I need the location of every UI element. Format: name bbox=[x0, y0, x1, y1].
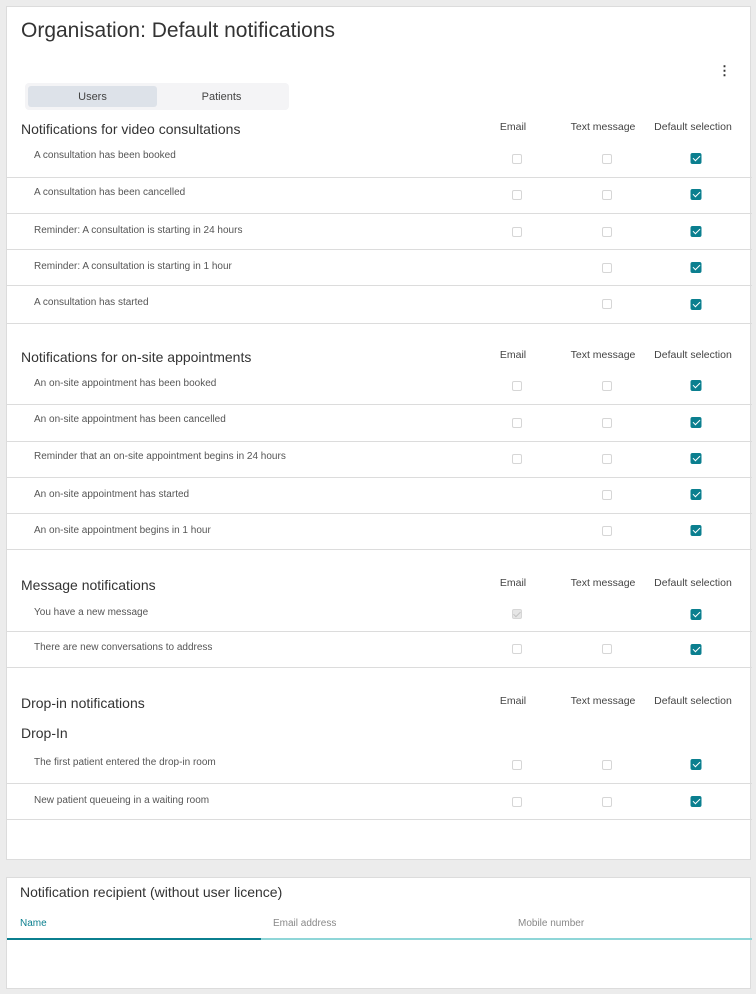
default-selection-checkbox[interactable] bbox=[691, 299, 702, 310]
column-header-email: Email bbox=[499, 349, 527, 361]
section-title: Notifications for video consultations bbox=[21, 121, 241, 137]
notification-row bbox=[7, 250, 752, 286]
column-header-default-selection: Default selection bbox=[654, 121, 732, 133]
text-message-checkbox[interactable] bbox=[602, 299, 612, 309]
column-header-email: Email bbox=[499, 121, 527, 133]
default-selection-checkbox[interactable] bbox=[691, 380, 702, 391]
text-message-checkbox[interactable] bbox=[602, 760, 612, 770]
default-selection-checkbox[interactable] bbox=[691, 644, 702, 655]
email-checkbox[interactable] bbox=[512, 227, 522, 237]
tab-mobile-number[interactable]: Mobile number bbox=[518, 918, 585, 929]
text-message-checkbox[interactable] bbox=[602, 526, 612, 536]
email-checkbox[interactable] bbox=[512, 154, 522, 164]
column-header-email: Email bbox=[499, 577, 527, 589]
text-message-checkbox[interactable] bbox=[602, 797, 612, 807]
notification-row bbox=[7, 405, 752, 442]
email-checkbox[interactable] bbox=[512, 644, 522, 654]
default-selection-checkbox[interactable] bbox=[691, 525, 702, 536]
section-title: Notifications for on-site appointments bbox=[21, 349, 252, 365]
notification-row bbox=[7, 478, 752, 514]
column-header-default-selection: Default selection bbox=[654, 695, 732, 707]
column-header-text-message: Text message bbox=[570, 695, 636, 707]
default-selection-checkbox[interactable] bbox=[691, 189, 702, 200]
notification-label: An on-site appointment begins in 1 hour bbox=[34, 525, 211, 536]
audience-segmented-control bbox=[25, 83, 289, 110]
notification-row bbox=[7, 369, 752, 405]
notification-label: An on-site appointment has started bbox=[34, 489, 190, 500]
section-header-video bbox=[7, 121, 752, 141]
notification-label: The first patient entered the drop-in room bbox=[34, 757, 216, 768]
column-header-email: Email bbox=[499, 695, 527, 707]
text-message-checkbox[interactable] bbox=[602, 644, 612, 654]
text-message-checkbox[interactable] bbox=[602, 418, 612, 428]
notification-label: New patient queueing in a waiting room bbox=[34, 795, 210, 806]
email-checkbox[interactable] bbox=[512, 454, 522, 464]
notification-row bbox=[7, 784, 752, 820]
notification-row bbox=[7, 597, 752, 632]
text-message-checkbox[interactable] bbox=[602, 154, 612, 164]
segment-users[interactable]: Users bbox=[28, 86, 157, 107]
default-selection-checkbox[interactable] bbox=[691, 226, 702, 237]
email-checkbox[interactable] bbox=[512, 797, 522, 807]
notification-row bbox=[7, 214, 752, 250]
tab-name[interactable]: Name bbox=[20, 918, 47, 929]
section-header-message bbox=[7, 577, 752, 597]
recipient-table-header bbox=[7, 916, 752, 940]
active-tab-indicator bbox=[7, 938, 261, 940]
email-checkbox[interactable] bbox=[512, 381, 522, 391]
column-header-text-message: Text message bbox=[570, 349, 636, 361]
column-header-text-message: Text message bbox=[570, 121, 636, 133]
notification-label: Reminder: A consultation is starting in 24 hours bbox=[34, 225, 243, 236]
page-title: Organisation: Default notifications bbox=[21, 19, 336, 42]
notification-row bbox=[7, 442, 752, 478]
email-checkbox[interactable] bbox=[512, 190, 522, 200]
section-header-onsite bbox=[7, 349, 752, 369]
text-message-checkbox[interactable] bbox=[602, 381, 612, 391]
default-notifications-card bbox=[6, 6, 751, 860]
notification-row bbox=[7, 286, 752, 324]
notification-row bbox=[7, 178, 752, 214]
column-header-default-selection: Default selection bbox=[654, 349, 732, 361]
default-selection-checkbox[interactable] bbox=[691, 262, 702, 273]
tab-email-address[interactable]: Email address bbox=[273, 918, 337, 929]
more-vertical-icon[interactable]: ⋮ bbox=[718, 63, 731, 78]
notification-label: An on-site appointment has been cancelled bbox=[34, 414, 226, 425]
default-selection-checkbox[interactable] bbox=[691, 609, 702, 620]
default-selection-checkbox[interactable] bbox=[691, 489, 702, 500]
notification-label: A consultation has been booked bbox=[34, 150, 176, 161]
notification-label: A consultation has been cancelled bbox=[34, 187, 186, 198]
notification-recipient-card bbox=[6, 877, 751, 989]
notification-label: An on-site appointment has been booked bbox=[34, 378, 217, 389]
segment-patients[interactable]: Patients bbox=[201, 90, 242, 103]
notification-label: You have a new message bbox=[34, 607, 149, 618]
column-header-text-message: Text message bbox=[570, 577, 636, 589]
notification-label: A consultation has started bbox=[34, 297, 149, 308]
text-message-checkbox[interactable] bbox=[602, 263, 612, 273]
notification-row bbox=[7, 514, 752, 550]
notification-label: Reminder: A consultation is starting in 1 hour bbox=[34, 261, 232, 272]
notification-row bbox=[7, 141, 752, 178]
default-selection-checkbox[interactable] bbox=[691, 153, 702, 164]
email-checkbox[interactable] bbox=[512, 760, 522, 770]
email-checkbox bbox=[512, 609, 522, 619]
section-header-dropin bbox=[7, 695, 752, 715]
text-message-checkbox[interactable] bbox=[602, 454, 612, 464]
section-title: Message notifications bbox=[21, 577, 156, 593]
text-message-checkbox[interactable] bbox=[602, 490, 612, 500]
section-subtitle: Drop-In bbox=[21, 725, 68, 741]
section-title: Drop-in notifications bbox=[21, 695, 145, 711]
notification-label: Reminder that an on-site appointment begins in 24 hours bbox=[34, 451, 286, 462]
default-selection-checkbox[interactable] bbox=[691, 759, 702, 770]
notification-row bbox=[7, 747, 752, 784]
default-selection-checkbox[interactable] bbox=[691, 453, 702, 464]
default-selection-checkbox[interactable] bbox=[691, 417, 702, 428]
text-message-checkbox[interactable] bbox=[602, 227, 612, 237]
email-checkbox[interactable] bbox=[512, 418, 522, 428]
text-message-checkbox[interactable] bbox=[602, 190, 612, 200]
column-header-default-selection: Default selection bbox=[654, 577, 732, 589]
default-selection-checkbox[interactable] bbox=[691, 796, 702, 807]
notification-label: There are new conversations to address bbox=[34, 642, 213, 653]
section-title: Notification recipient (without user licence) bbox=[20, 884, 283, 900]
notification-row bbox=[7, 632, 752, 668]
